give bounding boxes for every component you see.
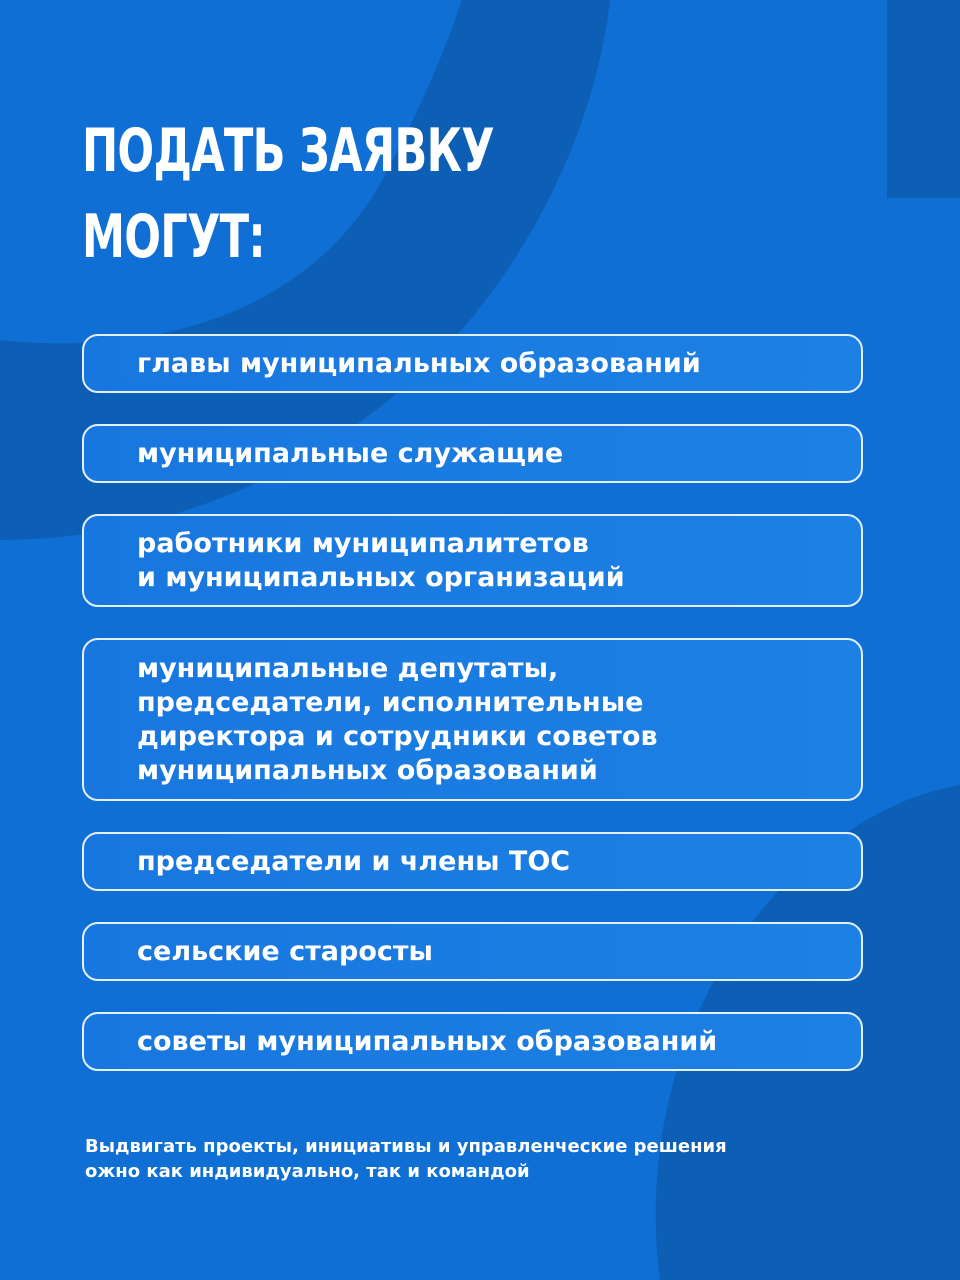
list-item-label: председатели и члены ТОС (137, 845, 571, 877)
list-item-label: главы муниципальных образований (137, 347, 701, 379)
list-item-label: работники муниципалитетов и муниципальных организаций (137, 527, 625, 593)
list-item-village-heads (82, 922, 863, 981)
list-item-workers (82, 514, 863, 607)
list-item-heads (82, 334, 863, 393)
footnote: Выдвигать проекты, инициативы и управленческие решения ожно как индивидуально, так и командой (85, 1136, 727, 1182)
page-title-line-1: ПОДАТЬ ЗАЯВКУ (82, 116, 494, 186)
list-item-employees (82, 424, 863, 483)
list-item-label: советы муниципальных образований (137, 1025, 718, 1057)
list-item-label: муниципальные служащие (137, 437, 564, 469)
eligible-list (82, 0, 863, 1280)
list-item-label: сельские старосты (137, 935, 433, 967)
page-title-line-2: МОГУТ: (82, 202, 265, 272)
list-item-tos (82, 832, 863, 891)
background-block-top-right (887, 0, 960, 198)
list-item-councils (82, 1012, 863, 1071)
list-item-label: муниципальные депутаты, председатели, исполнительные директора и сотрудники советов муниципальных образований (137, 652, 658, 786)
list-item-deputies (82, 638, 863, 801)
